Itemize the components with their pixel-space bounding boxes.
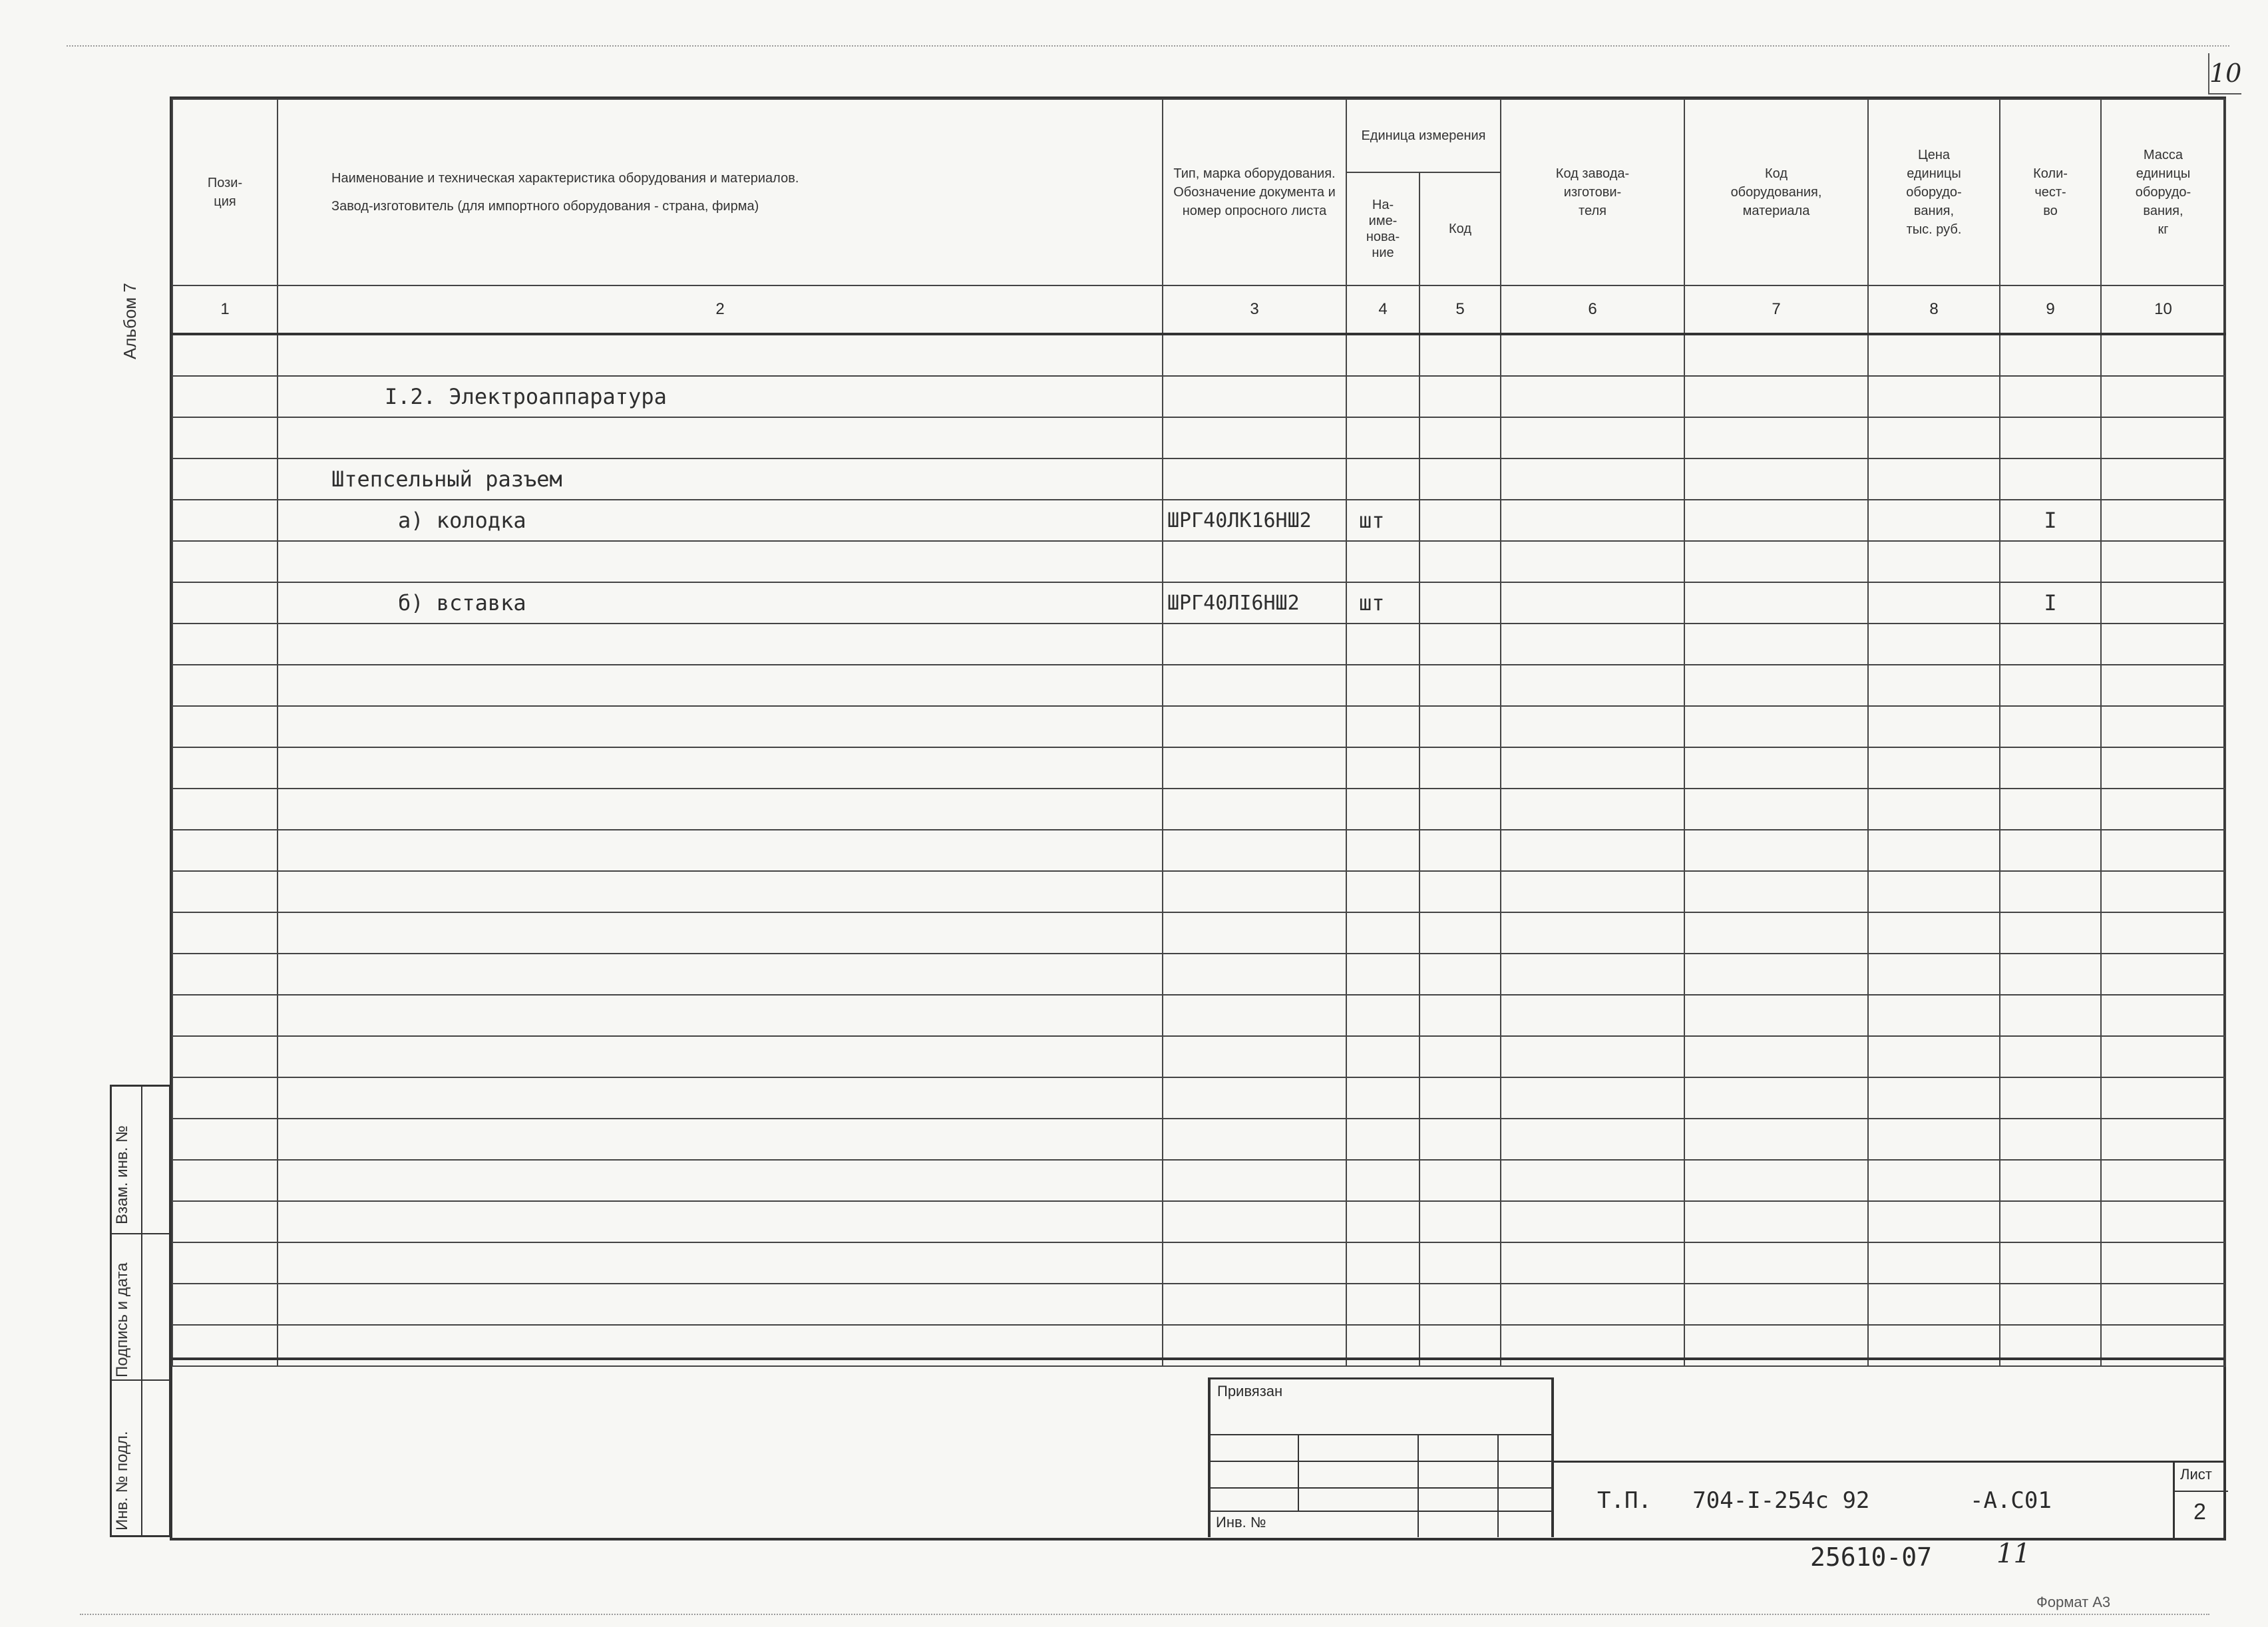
- item-unit: шт: [1346, 582, 1419, 624]
- handwritten-number: 11: [1996, 1538, 2030, 1569]
- table-row: [172, 665, 2225, 706]
- table-row: [172, 1242, 2225, 1284]
- header-quantity: Коли- чест- во: [2000, 99, 2101, 285]
- bottom-frame-line: [172, 1357, 2225, 1360]
- sheet-number: 2: [2193, 1499, 2206, 1525]
- table-row: [172, 624, 2225, 665]
- table-row: [172, 417, 2225, 458]
- col-number-1: 1: [172, 285, 278, 334]
- document-suffix: -А.С01: [1970, 1487, 2052, 1514]
- header-factory-code: Код завода- изготови- теля: [1501, 99, 1684, 285]
- item-group-name: Штепсельный разъем: [278, 458, 1163, 500]
- col-number-10: 10: [2101, 285, 2225, 334]
- album-label: Альбом 7: [120, 283, 140, 359]
- top-border-line: [67, 45, 2229, 47]
- header-equipment-code: Код оборудования, материала: [1684, 99, 1868, 285]
- format-label: Формат А3: [2036, 1594, 2111, 1610]
- table-row: [172, 541, 2225, 582]
- sheet-label: Лист: [2180, 1466, 2212, 1483]
- item-unit: шт: [1346, 500, 1419, 541]
- side-label-podpis: Подпись и дата: [113, 1262, 131, 1377]
- col-number-3: 3: [1163, 285, 1346, 334]
- stamp-inv-no: Инв. №: [1216, 1514, 1266, 1531]
- side-label-vzam: Взам. инв. №: [113, 1125, 131, 1224]
- header-type: Тип, марка оборудования. Обозначение документа и номер опросного листа: [1163, 99, 1346, 285]
- table-row: [172, 582, 2225, 624]
- item-quantity: I: [2000, 582, 2101, 624]
- table-row: [172, 1201, 2225, 1242]
- table-row: [172, 1077, 2225, 1119]
- stamp-privyazan: Привязан: [1217, 1383, 1283, 1399]
- col-number-6: 6: [1501, 285, 1684, 334]
- specification-table: [172, 98, 2226, 1367]
- table-row: [172, 376, 2225, 417]
- col-number-5: 5: [1419, 285, 1501, 334]
- table-row: [172, 1160, 2225, 1201]
- archive-number: 25610-07: [1810, 1542, 1933, 1572]
- table-row: [172, 458, 2225, 500]
- header-unit-code: Код: [1419, 172, 1501, 285]
- section-title: I.2. Электроаппаратура: [278, 376, 1163, 417]
- table-row: [172, 1119, 2225, 1160]
- binding-stamp: [1208, 1377, 1554, 1537]
- table-row: [172, 706, 2225, 747]
- item-name: б) вставка: [278, 582, 1163, 624]
- header-name: Наименование и техническая характеристика оборудования и материалов. Завод-изготовитель (для импортного оборудования - страна, фирма): [278, 99, 1163, 285]
- item-quantity: I: [2000, 500, 2101, 541]
- table-row: [172, 954, 2225, 995]
- side-label-inv-podl: Инв. № подл.: [113, 1431, 131, 1531]
- table-row: [172, 871, 2225, 912]
- title-block-line: [1554, 1461, 2226, 1463]
- col-number-7: 7: [1684, 285, 1868, 334]
- table-row: [172, 334, 2225, 376]
- table-row: [172, 747, 2225, 789]
- header-mass: Масса единицы оборудо- вания, кг: [2101, 99, 2225, 285]
- table-row: [172, 789, 2225, 830]
- col-number-2: 2: [278, 285, 1163, 334]
- bottom-border-line: [80, 1614, 2209, 1615]
- item-type: ШРГ40ЛI6НШ2: [1163, 582, 1346, 624]
- table-row: [172, 500, 2225, 541]
- page-corner-number: 10: [2208, 53, 2241, 94]
- header-unit-group: Единица измерения: [1346, 99, 1501, 172]
- col-number-4: 4: [1346, 285, 1419, 334]
- item-name: а) колодка: [278, 500, 1163, 541]
- table-row: [172, 1284, 2225, 1325]
- table-row: [172, 1036, 2225, 1077]
- header-position: Пози- ция: [172, 99, 278, 285]
- table-row: [172, 830, 2225, 871]
- document-code: Т.П. 704-I-254с 92: [1597, 1487, 1870, 1514]
- col-number-9: 9: [2000, 285, 2101, 334]
- item-type: ШРГ40ЛК16НШ2: [1163, 500, 1346, 541]
- header-unit-name: На- име- нова- ние: [1346, 172, 1419, 285]
- sheet-number-box: [2173, 1461, 2228, 1540]
- header-price: Цена единицы оборудо- вания, тыс. руб.: [1868, 99, 2000, 285]
- table-row: [172, 995, 2225, 1036]
- col-number-8: 8: [1868, 285, 2000, 334]
- table-row: [172, 912, 2225, 954]
